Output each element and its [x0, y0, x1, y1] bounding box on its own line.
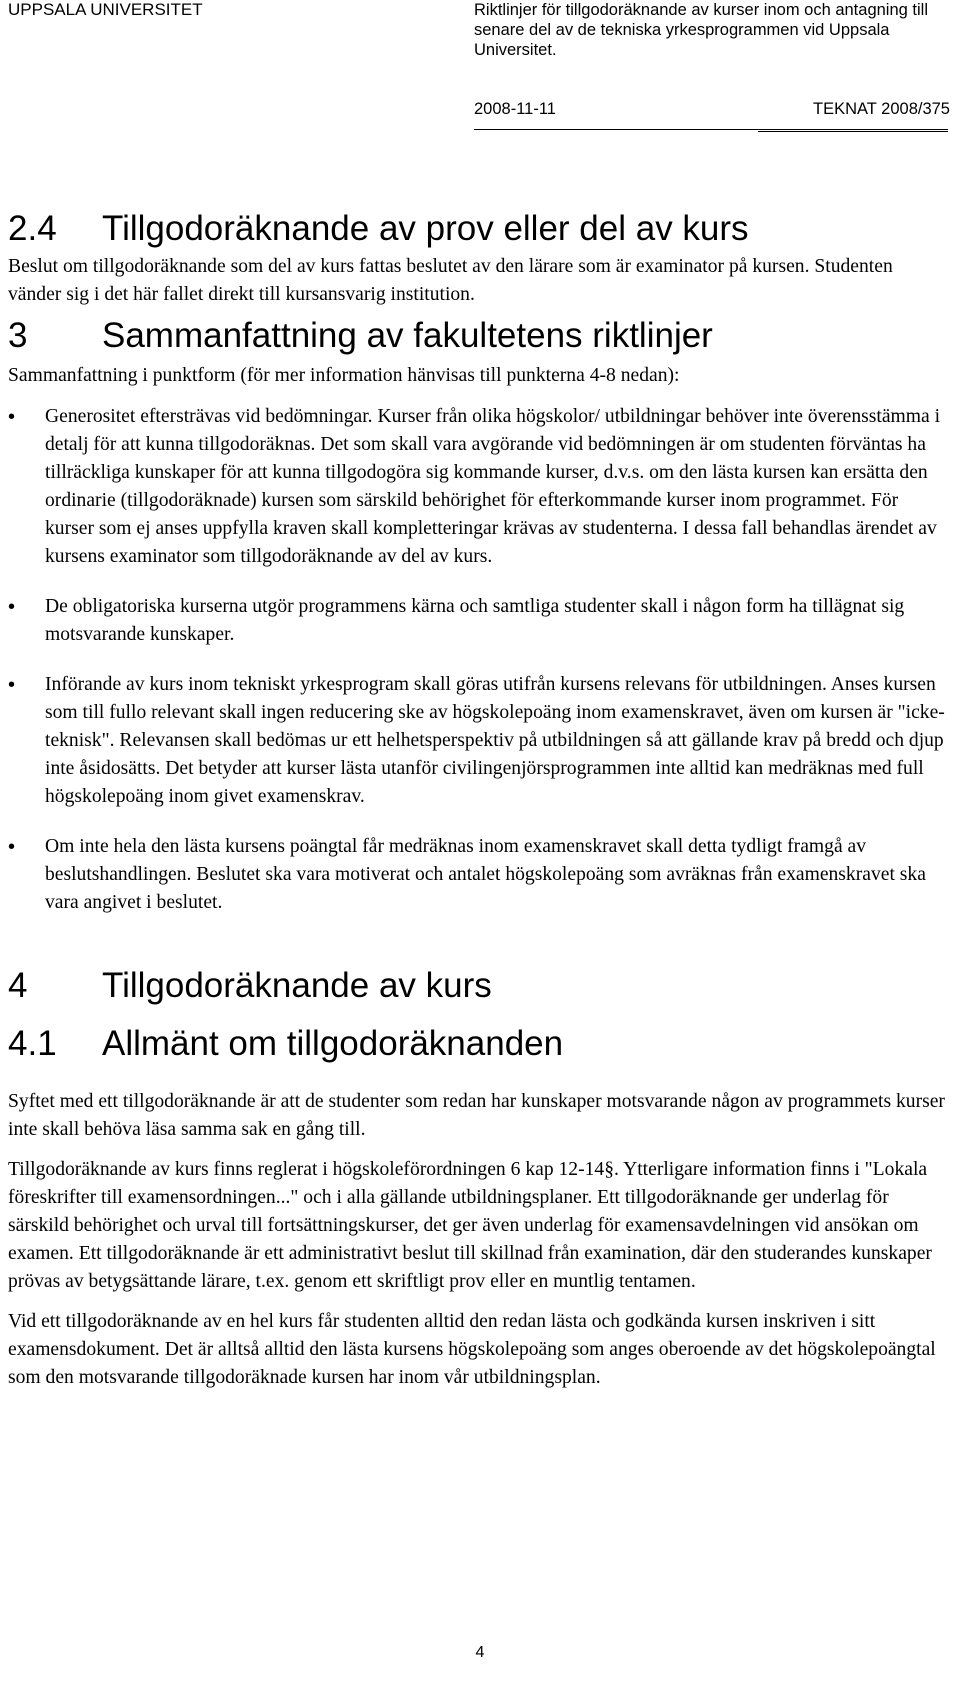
section-number: 4 [8, 966, 28, 1005]
section-4-1 [8, 1021, 946, 1392]
paragraph: Syftet med ett tillgodoräknande är att de studenter som redan har kunskaper motsvarande någon av programmets kurser inte skall behöva läsa samma sak en gång till. [8, 1091, 945, 1140]
document-reference: TEKNAT 2008/375 [813, 100, 950, 118]
intro-paragraph: Sammanfattning i punktform (för mer information hänvisas till punkterna 4-8 nedan): [8, 365, 680, 386]
organization-name: UPPSALA UNIVERSITET [8, 0, 203, 19]
page-content [8, 206, 946, 1392]
list-item [8, 833, 946, 917]
header-rule [474, 129, 948, 130]
document-title: Riktlinjer för tillgodoräknande av kurser inom och antagning till senare del av de tekniska yrkesprogrammen vid Uppsala Universitet. [474, 1, 928, 59]
section-title: Tillgodoräknande av kurs [102, 966, 492, 1005]
bullet-icon [8, 403, 15, 432]
bullet-icon [8, 833, 15, 862]
list-item-text: De obligatoriska kurserna utgör programmens kärna och samtliga studenter skall i någon form ha tillägnat sig motsvarande kunskaper. [45, 596, 905, 645]
list-item-text: Generositet eftersträvas vid bedömningar. Kurser från olika högskolor/ utbildningar behöver inte överensstämma i detalj för att kunna tillgodoräknas. Det som skall vara avgörande vid bedömningen är om studenten förväntas ha tillräckliga kunskaper för att kunna tillgodogöra sig kommande kurser, d.v.s. om den lästa kursen kan ersätta den ordinarie (tillgodoräknade) kursen som särskild behörighet för efterkommande kurser inom programmet. För kurser som ej anses uppfylla kraven skall kompletteringar krävas av studenterna. I dessa fall behandlas ärendet av kursens examinator som tillgodoräknande av del av kurs. [45, 406, 941, 567]
page-number: 4 [475, 1644, 485, 1661]
section-heading [8, 963, 946, 1009]
section-number: 2.4 [8, 209, 57, 248]
list-item [8, 671, 946, 811]
list-item-text: Införande av kurs inom tekniskt yrkesprogram skall göras utifrån kursens relevans för utbildningen. Anses kursen som till fullo relevant skall ingen reducering ske av högskolepoäng inom examenskravet, även om kursen är "icke-teknisk". Relevansen skall bedömas ur ett helhetsperspektiv på utbildningen så att gällande krav på bredd och djup inte åsidosätts. Det betyder att kurser lästa utanför civilingenjörsprogrammen inte alltid kan medräknas med full högskolepoäng inom givet examenskrav. [45, 674, 945, 807]
bullet-icon [8, 671, 15, 700]
header-rule-secondary [758, 131, 948, 132]
section-number: 4.1 [8, 1024, 57, 1063]
section-heading [8, 206, 946, 252]
list-item [8, 403, 946, 571]
section-3 [8, 313, 946, 917]
section-4 [8, 963, 946, 1009]
bullet-icon [8, 593, 15, 622]
list-item-text: Om inte hela den lästa kursens poängtal får medräknas inom examenskravet skall detta tydligt framgå av beslutshandlingen. Beslutet ska vara motiverat och antalet högskolepoäng som avräknas från examenskravet ska vara angivet i beslutet. [45, 836, 926, 913]
section-title: Sammanfattning av fakultetens riktlinjer [102, 316, 713, 355]
section-number: 3 [8, 316, 28, 355]
section-heading [8, 1021, 946, 1067]
paragraph: Tillgodoräknande av kurs finns reglerat i högskoleförordningen 6 kap 12-14§. Ytterligare information finns i "Lokala föreskrifter till examensordningen..." och i alla gällande utbildningsplaner. Ett tillgodoräknande ger underlag för särskild behörighet och urval till fortsättningskurser, det ger även underlag för examensavdelningen vid ansökan om examen. Ett tillgodoräknande är ett administrativt beslut till skillnad från examination, där den studerandes kunskaper prövas av betygsättande lärare, t.ex. genom ett skriftligt prov eller en muntlig tentamen. [8, 1159, 932, 1292]
section-title: Allmänt om tillgodoräknanden [102, 1024, 564, 1063]
section-2-4 [8, 206, 946, 309]
paragraph: Beslut om tillgodoräknande som del av kurs fattas beslutet av den lärare som är examinator på kursen. Studenten vänder sig i det här fallet direkt till kursansvarig institution. [8, 256, 893, 305]
document-date: 2008-11-11 [474, 100, 556, 118]
section-title: Tillgodoräknande av prov eller del av kurs [102, 209, 749, 248]
section-heading [8, 313, 946, 359]
list-item [8, 593, 946, 649]
page-header [0, 0, 960, 134]
summary-list [8, 403, 946, 917]
paragraph: Vid ett tillgodoräknande av en hel kurs får studenten alltid den redan lästa och godkända kursen inskriven i sitt examensdokument. Det är alltså alltid den lästa kursens högskolepoäng som anges oberoende av det högskolepoängtal som den motsvarande tillgodoräknade kursen har inom vår utbildningsplan. [8, 1311, 936, 1388]
